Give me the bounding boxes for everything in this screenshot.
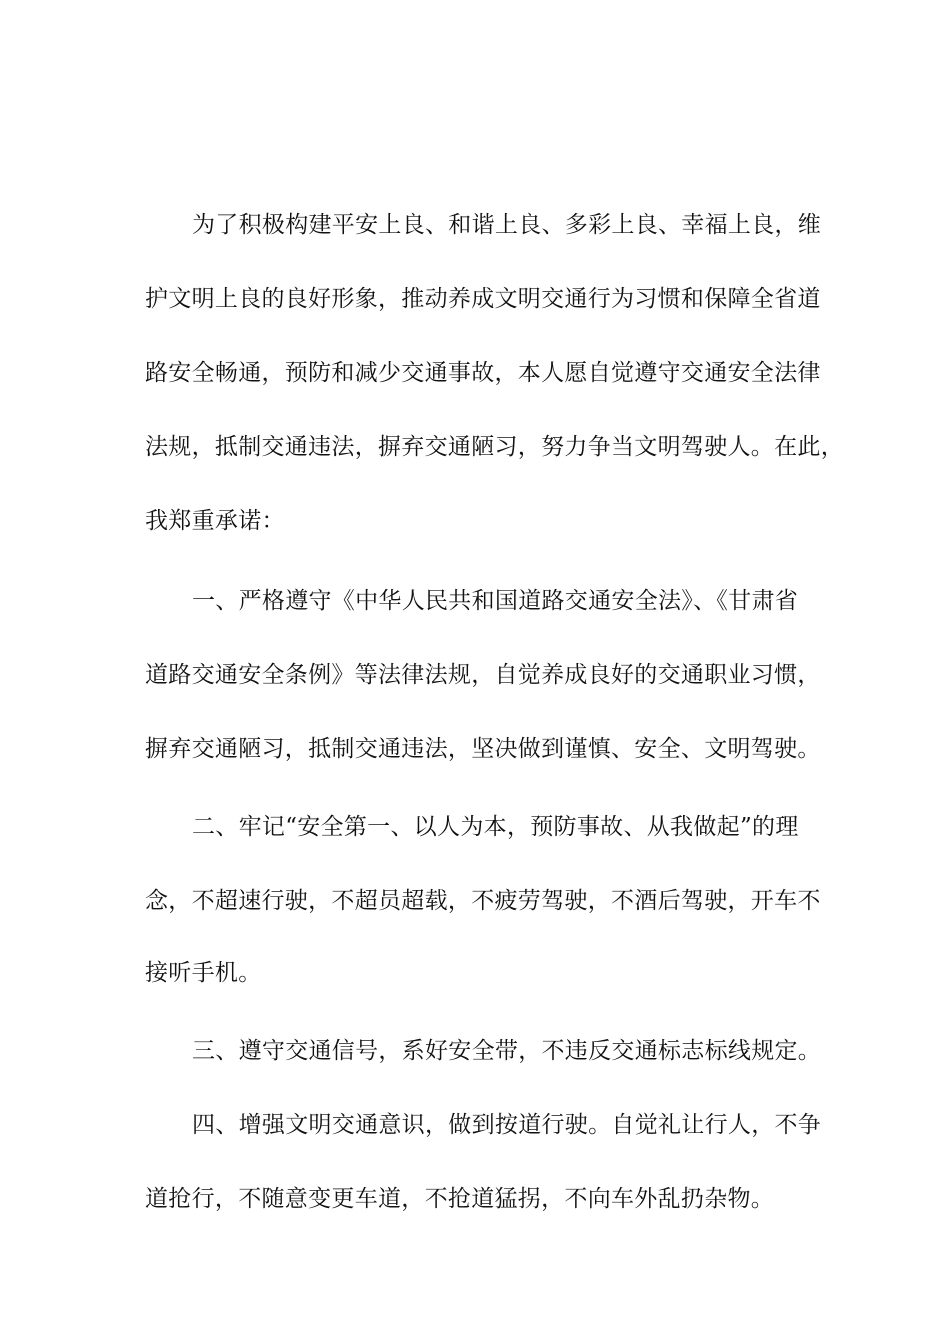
- text-line: 四、增强文明交通意识，做到按道行驶。自觉礼让行人，不争: [192, 1112, 822, 1138]
- text-line: 一、严格遵守《中华人民共和国道路交通安全法》、《甘肃省: [192, 588, 799, 614]
- text-line: 道抢行，不随意变更车道，不抢道猛拐，不向车外乱扔杂物。: [145, 1186, 775, 1212]
- text-line: 三、遵守交通信号，系好安全带，不违反交通标志标线规定。: [192, 1038, 822, 1064]
- text-line: 道路交通安全条例》等法律法规，自觉养成良好的交通职业习惯，: [145, 662, 821, 688]
- text-line: 路安全畅通，预防和减少交通事故，本人愿自觉遵守交通安全法律: [145, 360, 821, 386]
- text-line: 护文明上良的良好形象，推动养成文明交通行为习惯和保障全省道: [145, 286, 821, 312]
- text-line: 摒弃交通陋习，抵制交通违法，坚决做到谨慎、安全、文明驾驶。: [145, 736, 821, 762]
- text-line: 我郑重承诺：: [145, 508, 285, 534]
- text-line: 二、牢记“安全第一、以人为本，预防事故、从我做起”的理: [192, 814, 799, 840]
- text-line: 接听手机。: [145, 960, 262, 986]
- text-line: 为了积极构建平安上良、和谐上良、多彩上良、幸福上良，维: [192, 212, 822, 238]
- text-line: 念，不超速行驶，不超员超载，不疲劳驾驶，不酒后驾驶，开车不: [145, 888, 821, 914]
- text-line: 法规，抵制交通违法，摒弃交通陋习，努力争当文明驾驶人。在此，: [145, 434, 844, 460]
